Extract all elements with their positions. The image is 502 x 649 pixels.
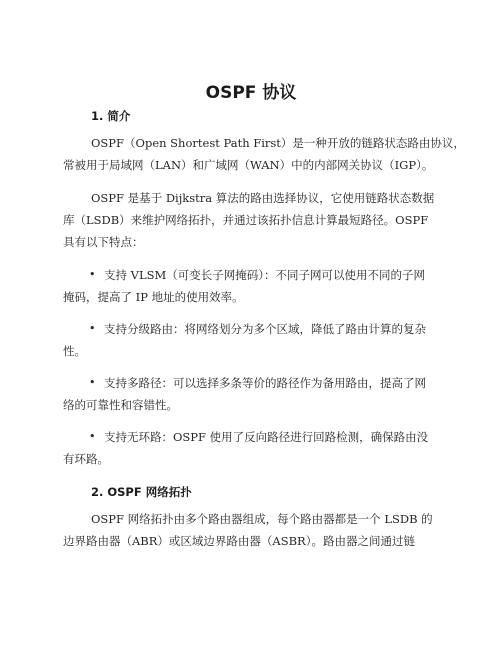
list-item-line: 掩码，提高了 IP 地址的使用效率。 bbox=[63, 290, 244, 304]
bullet-icon: • bbox=[89, 376, 96, 389]
paragraph-line: 常被用于局域网（LAN）和广域网（WAN）中的内部网关协议（IGP）。 bbox=[63, 158, 434, 172]
paragraph-line: 库（LSDB）来维护网络拓扑，并通过该拓扑信息计算最短路径。OSPF bbox=[63, 213, 429, 227]
list-item-line: 支持分级路由：将网络划分为多个区域，降低了路由计算的复杂 bbox=[104, 322, 426, 336]
bullet-icon: • bbox=[89, 322, 96, 335]
list-item-line: 支持无环路：OSPF 使用了反向路径进行回路检测，确保路由没 bbox=[104, 430, 429, 444]
paragraph-line: 具有以下特点： bbox=[63, 235, 144, 249]
list-item-line: 有环路。 bbox=[63, 452, 109, 466]
bullet-icon: • bbox=[89, 430, 96, 443]
list-item-line: 支持 VLSM（可变长子网掩码）：不同子网可以使用不同的子网 bbox=[104, 268, 425, 282]
paragraph-line: OSPF 是基于 Dijkstra 算法的路由选择协议，它使用链路状态数据 bbox=[91, 191, 435, 205]
document-title: OSPF 协议 bbox=[205, 83, 297, 103]
paragraph-line: OSPF（Open Shortest Path First）是一种开放的链路状态路由协议， bbox=[91, 136, 465, 150]
section-heading-intro: 1. 简介 bbox=[91, 109, 131, 123]
bullet-icon: • bbox=[89, 268, 96, 281]
list-item-line: 支持多路径：可以选择多条等价的路径作为备用路由，提高了网 bbox=[104, 376, 426, 390]
list-item-line: 络的可靠性和容错性。 bbox=[63, 398, 178, 412]
section-heading-topology: 2. OSPF 网络拓扑 bbox=[91, 485, 192, 499]
paragraph-line: OSPF 网络拓扑由多个路由器组成，每个路由器都是一个 LSDB 的 bbox=[91, 512, 433, 526]
paragraph-line: 边界路由器（ABR）或区域边界路由器（ASBR）。路由器之间通过链 bbox=[63, 534, 415, 548]
list-item-line: 性。 bbox=[63, 344, 86, 358]
